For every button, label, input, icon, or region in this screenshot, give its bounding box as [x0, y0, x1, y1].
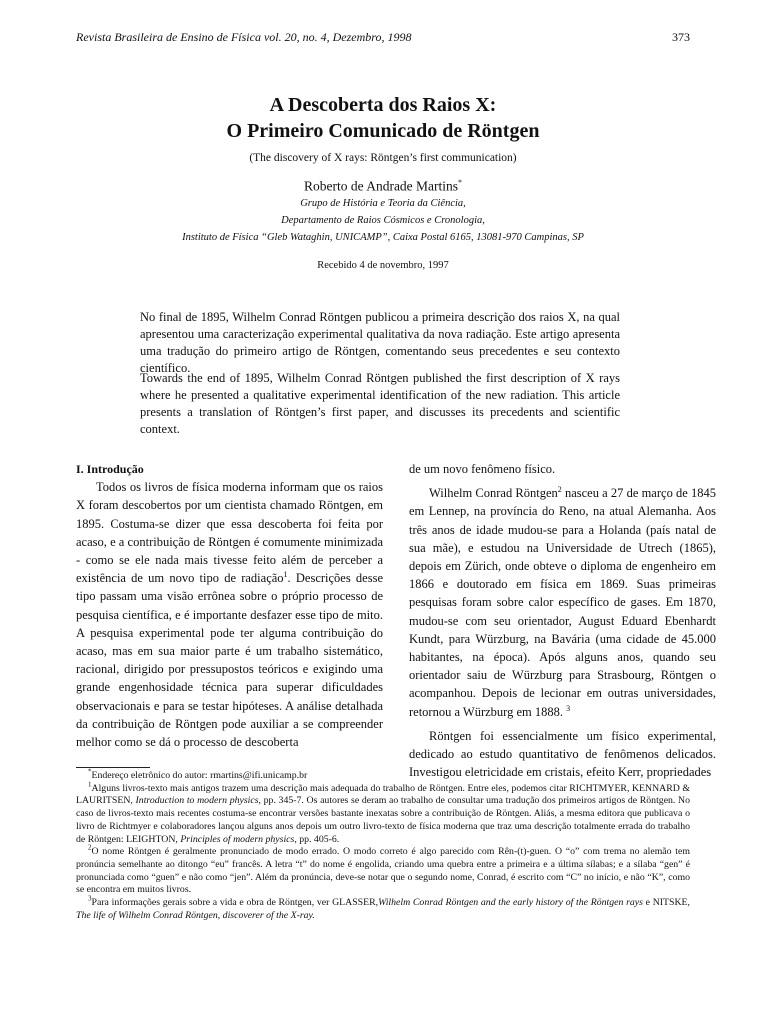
affiliation-1: Grupo de História e Teoria da Ciência, [300, 197, 466, 209]
title-line-2: O Primeiro Comunicado de Röntgen [226, 120, 540, 142]
continuation-line: de um novo fenômeno físico. [409, 462, 556, 476]
affiliation-2: Departamento de Raios Cósmicos e Cronologia, [281, 214, 485, 226]
running-header [76, 30, 690, 46]
footnote-3-book-2: The life of Wilhelm Conrad Röntgen, discoverer of the X-ray. [76, 909, 315, 921]
english-subtitle: (The discovery of X rays: Röntgen’s first communication) [249, 152, 517, 164]
abstract-english: Towards the end of 1895, Wilhelm Conrad Röntgen published the first description of X rays where he presented a qualitative experimental identification of the new radiation. This article presents a translation of Röntgen’s first paper, and discusses its precedents and scientific context. [140, 370, 620, 436]
footnote-ref-2: 2 [557, 485, 562, 495]
biography-text-b: nasceu a 27 de março de 1845 em Lennep, na província do Reno, na atual Alemanha. Aos três anos de idade mudou-se para a Holanda (país natal de sua mãe), e estudou na Universidade de Utrech (1865), depois em Zürich, onde obteve o diploma de engenheiro em 1866 e doutorado em física em 1869. Suas primeiras pesquisas foram sobre calor específico de gases. Em 1870, mudou-se com seu orientador, August Eduard Ebenhardt Kundt, para Würzburg, na Bavária (uma cidade de 45.000 habitantes, na época). Após alguns anos, quando seu orientador saiu de Würzburg para Strasbourg, Röntgen o acompanhou. Depois de lecionar em outras universidades, retornou a Würzburg em 1888. [409, 486, 716, 719]
footnotes [76, 767, 690, 922]
footnote-1-text-c: , pp. 405-6. [294, 833, 340, 845]
author-footnote-marker: * [458, 178, 463, 187]
author-name: Roberto de Andrade Martins [303, 178, 459, 194]
page-number: 373 [672, 30, 690, 44]
footnote-1-book-2: Principles of modern physics [180, 833, 295, 845]
intro-p1-text-b: . Descrições desse tipo passam uma visão errônea sobre o próprio processo de pesquisa científica, e é importante desfazer esse tipo de mito. A pesquisa experimental pode ter alguma contribuição do acaso, mas em sua maior parte é um trabalho sistemático, racional, dirigido por pressupostos teóricos e exigindo uma grande engenhosidade técnica para superar dificuldades observacionais e para se testar hipóteses. A análise detalhada da contribuição de Röntgen pode auxiliar a se compreender melhor como se dá o processo de descoberta [76, 571, 383, 750]
footnote-3-text-b: e NITSKE, [642, 897, 690, 909]
intro-p1-text-a: Todos os livros de física moderna informam que os raios X foram descobertos por um cientista chamado Röntgen, em 1895. Costuma-se dizer que essa descoberta foi feita por acaso, e a contribuição de Röntgen é comumente minimizada - como se ele nada mais tivesse feito além de perceber a existência de um novo tipo de radiação [76, 480, 383, 586]
footnote-star-marker: * [88, 767, 92, 776]
footnote-1-text-b: , pp. 345-7. Os autores se deram ao trabalho de consultar uma tradução dos primeiros artigos de Röntgen. No caso de livros-texto mais recentes costuma-se encontrar versões bastante inexatas sobre a contribuição de Röntgen. Aliás, a mesma editora que publicava o livro de Richtmyer e colaboradores lançou alguns anos depois um outro livro-texto de física moderna que traz uma descrição totalmente errada do trabalho de Röntgen: LEIGHTON, [76, 795, 691, 845]
journal-citation: Revista Brasileira de Ensino de Física vol. 20, no. 4, Dezembro, 1998 [76, 30, 412, 44]
footnote-3 [76, 894, 690, 922]
title-block [76, 92, 690, 271]
footnote-2-text: O nome Röntgen é geralmente pronunciado de modo errado. O modo correto é algo parecido com Rên-(t)-guen. O “o” com trema no alemão tem pronúncia semelhante ao ditongo “eu” francês. A letra “t” do nome é engolida, criando uma quebra entre a primeira e a última sílabas; e a sílaba “gen” é pronunciada como “guen” e não como “jen”. Além da pronúncia, deve-se notar que o segundo nome, Conrad, é escrito com “C” no início, e não “K”, como se encontra em muitos livros. [76, 846, 690, 896]
footnote-2-marker: 2 [88, 843, 92, 852]
footnote-1-book-1: Introduction to modern physics [135, 795, 259, 807]
biography-text-a: Wilhelm Conrad Röntgen [429, 486, 558, 501]
author-line [76, 178, 690, 195]
section-heading: I. Introdução [76, 462, 144, 476]
received-date: Recebido 4 de novembro, 1997 [317, 259, 449, 271]
footnote-3-book-1: Wilhelm Conrad Röntgen and the early history of the Röntgen rays [378, 897, 643, 909]
biography-paragraph [409, 484, 716, 721]
footnote-star-text: Endereço eletrônico do autor: rmartins@ifi.unicamp.br [91, 770, 308, 781]
footnote-3-text-a: Para informações gerais sobre a vida e obra de Röntgen, ver GLASSER, [91, 897, 379, 909]
title-line-1: A Descoberta dos Raios X: [269, 94, 497, 116]
experimental-paragraph: Röntgen foi essencialmente um físico experimental, dedicado ao estudo quantitativo de fenômenos delicados. Investigou eletricidade em cristais, efeito Kerr, propriedades [409, 728, 716, 780]
footnote-2 [76, 843, 690, 897]
footnote-3-marker: 3 [88, 894, 92, 903]
left-column [76, 460, 383, 751]
affiliation-3: Instituto de Física “Gleb Wataghin, UNICAMP”, Caixa Postal 6165, 13081-970 Campinas, SP [182, 231, 584, 243]
footnote-1 [76, 780, 691, 847]
footnote-1-marker: 1 [88, 780, 92, 789]
footnote-ref-1: 1 [283, 570, 288, 580]
footnote-1-text-a: Alguns livros-texto mais antigos trazem uma descrição mais adequada do trabalho de Röntgen. Entre eles, podemos citar RICHTMYER, KENNARD & LAURITSEN, [76, 782, 690, 807]
footnote-star [76, 767, 690, 783]
right-column [409, 460, 716, 781]
abstract-portuguese: No final de 1895, Wilhelm Conrad Röntgen publicou a primeira descrição dos raios X, na qual apresentou uma caracterização experimental qualitativa da nova radiação. Este artigo apresenta uma tradução do primeiro artigo de Röntgen, comentando seus precedentes e seu contexto científico. [140, 309, 620, 375]
footnote-ref-3: 3 [566, 703, 571, 713]
intro-paragraph-1 [76, 478, 383, 751]
